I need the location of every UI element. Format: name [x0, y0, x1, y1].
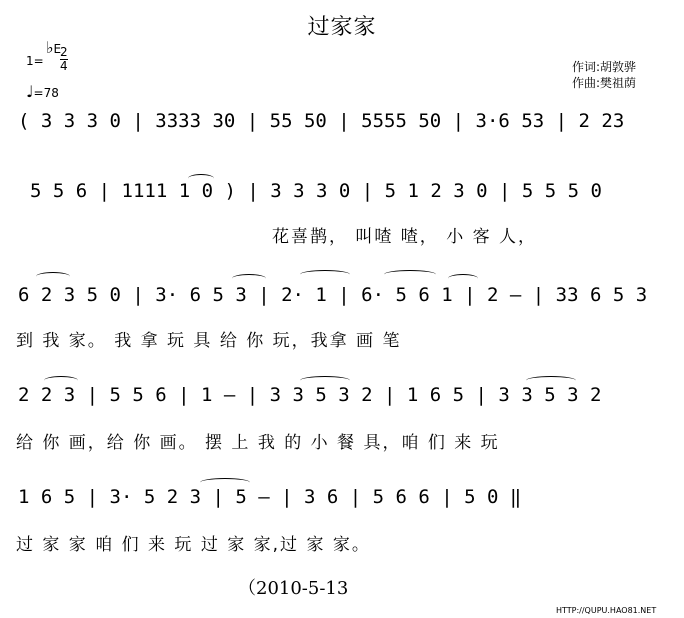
slur — [44, 376, 78, 385]
composer-credit: 作曲:樊祖荫 — [572, 76, 637, 90]
lyrics-row-2: 花喜鹊， 叫喳 喳， 小 客 人， — [272, 227, 538, 247]
score-row-4-notes: 2 2 3 | 5 5 6 | 1 – | 3 3 5 3 2 | 1 6 5 | 3 3 5 3 2 — [18, 384, 602, 406]
tempo-marking — [26, 82, 59, 101]
key-label: 1= — [26, 54, 44, 68]
score-row-1-notes: ( 3 3 3 0 | 3333 30 | 55 50 | 5555 50 | 3·6 53 | 2 23 — [18, 110, 625, 132]
lyrics-row-3: 到 我 家。 我 拿 玩 具 给 你 玩，我拿 画 笔 — [16, 331, 402, 351]
time-signature-bottom: 4 — [60, 59, 68, 73]
slur — [188, 174, 214, 183]
slur — [448, 274, 478, 283]
key-signature — [26, 54, 44, 68]
slur — [384, 270, 436, 279]
lyrics-row-4: 给 你 画，给 你 画。 摆 上 我 的 小 餐 具，咱 们 来 玩 — [16, 433, 500, 453]
date-stamp: （2010-5-13 — [238, 578, 349, 599]
time-signature-top: 2 — [60, 45, 68, 59]
slur — [200, 478, 250, 487]
slur — [232, 274, 266, 283]
slur — [526, 376, 576, 385]
score-row-5-notes: 1 6 5 | 3· 5 2 3 | 5 – | 3 6 | 5 6 6 | 5 0 ‖ — [18, 486, 522, 508]
slur — [300, 376, 350, 385]
key-note: E — [53, 42, 62, 56]
slur — [300, 270, 350, 279]
flat-symbol-icon: ♭E — [46, 38, 62, 57]
quarter-note-icon: ♩ — [26, 82, 34, 101]
tempo-value: =78 — [33, 86, 59, 100]
score-row-3-notes: 6 2 3 5 0 | 3· 6 5 3 | 2· 1 | 6· 5 6 1 | 2 – | 33 6 5 3 — [18, 284, 648, 306]
slur — [36, 272, 70, 281]
lyricist-credit: 作词:胡敦骅 — [572, 60, 637, 74]
lyrics-row-5: 过 家 家 咱 们 来 玩 过 家 家,过 家 家。 — [16, 535, 371, 555]
song-title: 过家家 — [307, 15, 377, 40]
watermark-url: HTTP://QUPU.HAO81.NET — [556, 606, 657, 615]
time-signature — [60, 46, 68, 73]
score-row-2-notes: 5 5 6 | 1111 1 0 ) | 3 3 3 0 | 5 1 2 3 0 | 5 5 5 0 — [30, 180, 602, 202]
